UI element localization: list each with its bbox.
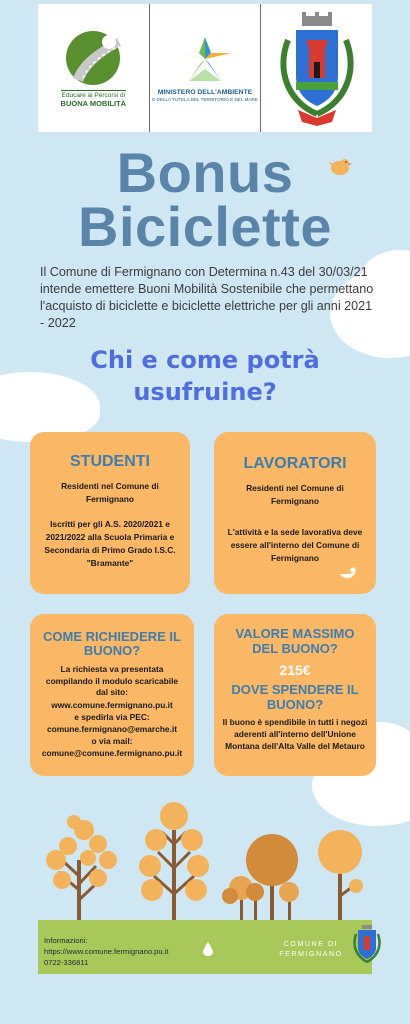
question-line2: usufruine? xyxy=(133,378,277,406)
tree-middle xyxy=(139,802,209,930)
logo-buona-mobilita xyxy=(38,4,150,132)
richiesta-l5: o via mail: xyxy=(91,735,133,746)
logo-fermignano-crest xyxy=(261,4,372,132)
buona-mobilita-icon xyxy=(59,28,127,88)
richiesta-l4: comune.fermignano@emarche.it xyxy=(46,723,178,734)
question-heading xyxy=(0,344,410,408)
logo-bar xyxy=(38,4,372,132)
lavoratori-p1: Residenti nel Comune di Fermignano xyxy=(246,483,344,506)
valore-amount: 215€ xyxy=(279,662,311,678)
studenti-title: STUDENTI xyxy=(70,453,150,470)
footer-comune-line1: COMUNE DI xyxy=(283,941,339,948)
richiesta-l6: comune@comune.fermignano.pu.it xyxy=(41,747,183,758)
richiesta-title: COME RICHIEDERE IL BUONO? xyxy=(43,629,181,658)
tree-cluster xyxy=(222,834,299,930)
valore-p1: Il buono è spendibile in tutti i negozi aderenti all'interno dell'Unione Montana dell'Alta Valle del Metauro xyxy=(222,717,368,751)
studenti-p1: Residenti nel Comune di Fermignano xyxy=(61,481,159,504)
small-bird-icon xyxy=(338,566,358,580)
question-line1: Chi e come potrà xyxy=(90,346,320,374)
ministero-star-icon xyxy=(175,33,235,85)
richiesta-l3: e spedirla via PEC: xyxy=(74,711,150,722)
title-line1: Bonus xyxy=(116,141,294,204)
footer-crest-icon xyxy=(352,924,382,964)
logo-ministero xyxy=(150,4,262,132)
tree-left xyxy=(46,815,117,930)
footer-comune-line2: FERMIGNANO xyxy=(279,951,343,958)
studenti-p2: Iscritti per gli A.S. 2020/2021 e 2021/2022 alla Scuola Primaria e Secondaria di Primo Grado I.S.C. "Bramante" xyxy=(44,519,176,568)
richiesta-l2: www.comune.fermignano.pu.it xyxy=(51,699,173,710)
lavoratori-title: LAVORATORI xyxy=(243,455,347,472)
title-line2: Biciclette xyxy=(78,195,332,258)
trees-illustration xyxy=(38,800,372,930)
logo2-line1: MINISTERO DELL'AMBIENTE xyxy=(157,88,253,96)
footer-info-label: Informazioni: xyxy=(44,936,88,945)
card-lavoratori xyxy=(214,432,376,594)
logo1-line1: Educare ai Percorsi di xyxy=(61,91,126,99)
tree-right xyxy=(318,830,363,930)
richiesta-l1: La richiesta va presentata compilando il modulo scaricabile dal sito: xyxy=(45,664,179,697)
crest-icon xyxy=(272,10,362,126)
footer-comune xyxy=(266,940,356,960)
page-title xyxy=(0,141,410,258)
drop-icon xyxy=(203,942,213,956)
valore-title: VALORE MASSIMO DEL BUONO? xyxy=(235,626,355,656)
card-come-richiedere xyxy=(30,614,194,776)
intro-text: Il Comune di Fermignano con Determina n.43 del 30/03/21 intende emettere Buoni Mobilità Sostenibile che permettano l'acquisto di biciclette e biciclette elettriche per gli anni 2021 - 2022 xyxy=(40,265,374,330)
dove-title: DOVE SPENDERE IL BUONO? xyxy=(231,682,359,712)
buona-mobilita-label xyxy=(61,90,127,109)
logo1-line2: BUONA MOBILITÀ xyxy=(60,99,127,109)
logo2-line2: E DELLA TUTELA DEL TERRITORIO E DEL MARE xyxy=(152,97,258,103)
footer-info xyxy=(44,935,224,968)
ministero-label xyxy=(152,89,258,104)
footer-url-link[interactable]: https://www.comune.fermignano.pu.it xyxy=(44,947,169,956)
card-valore-massimo xyxy=(214,614,376,776)
footer-phone: 0722-336811 xyxy=(44,958,89,967)
card-studenti xyxy=(30,432,190,594)
lavoratori-p2: L'attività e la sede lavorativa deve essere all'interno del Comune di Fermignano xyxy=(227,527,363,563)
